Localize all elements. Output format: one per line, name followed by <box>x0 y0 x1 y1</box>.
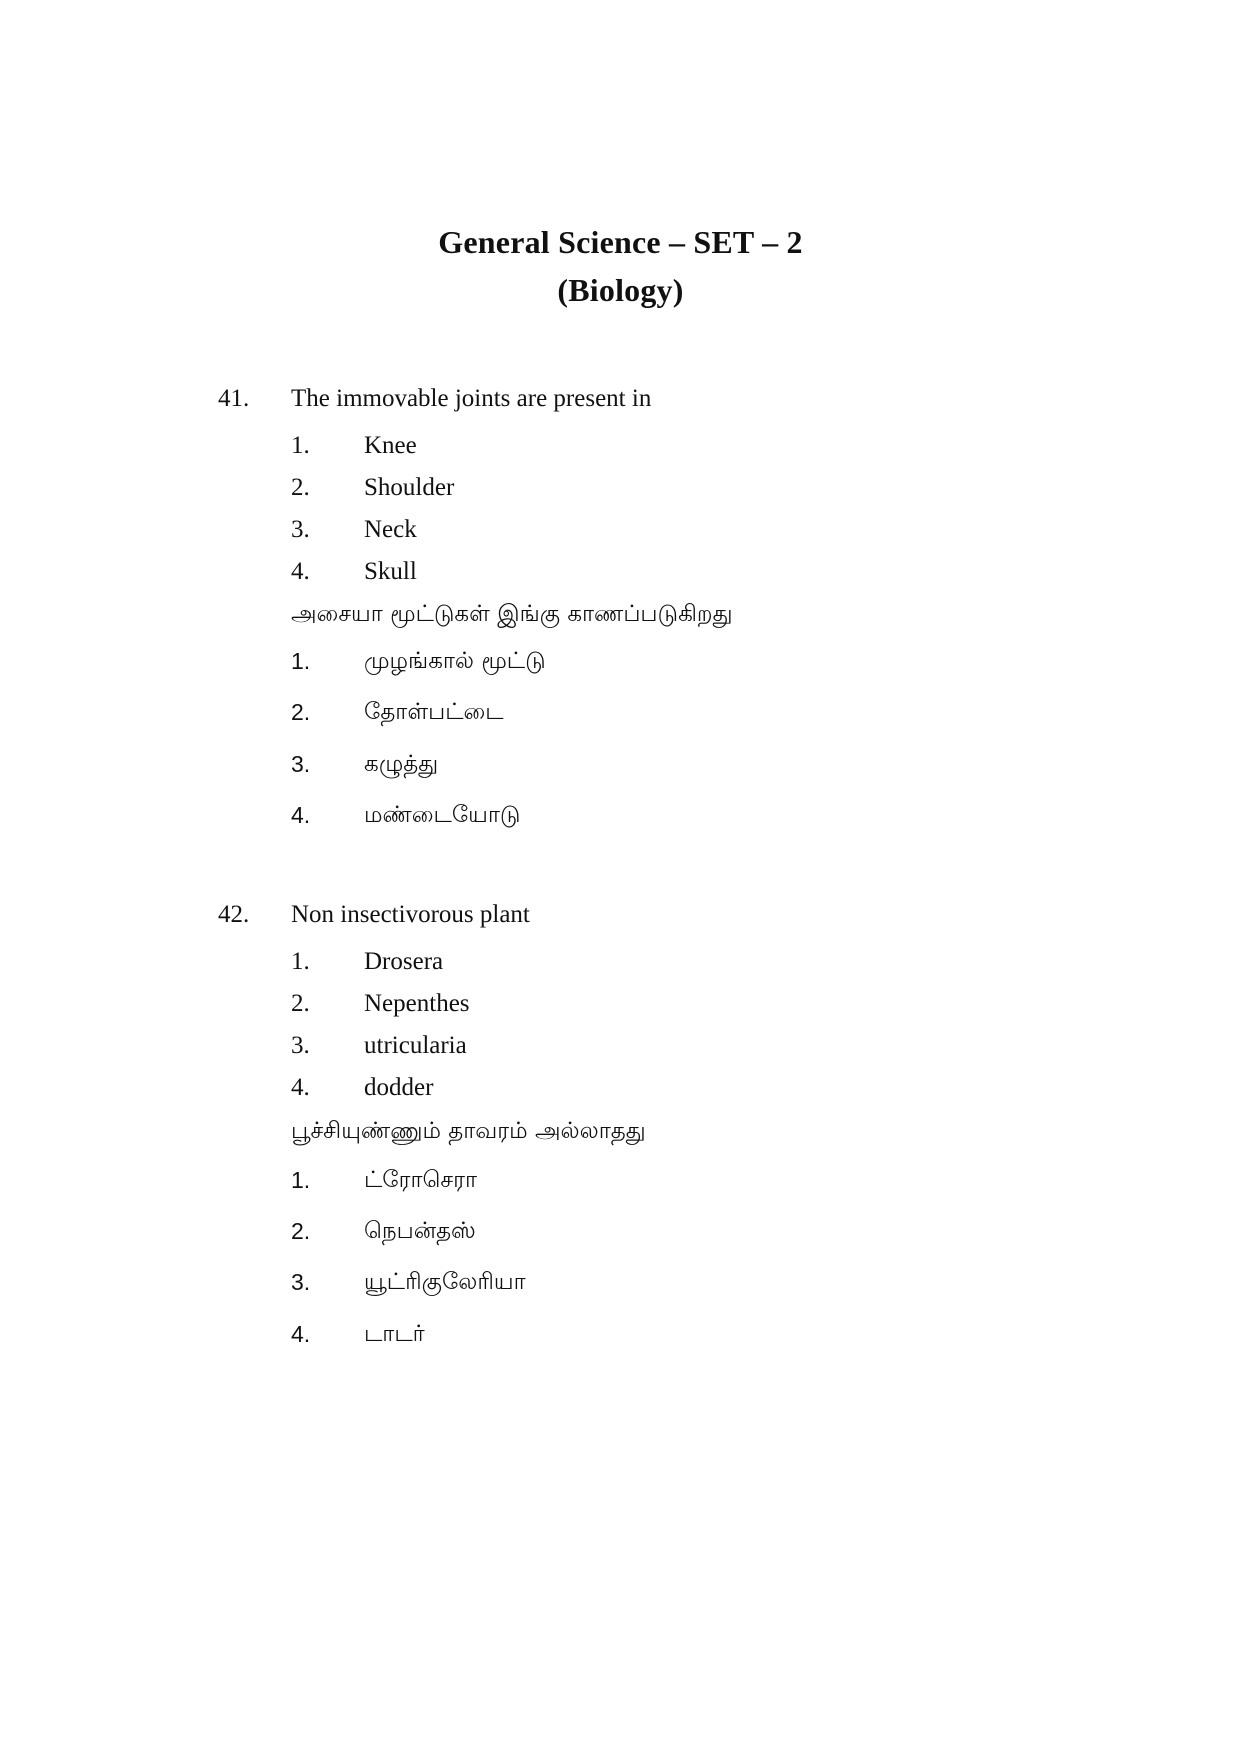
question-number: 41. <box>218 385 250 412</box>
question-number: 42. <box>218 901 250 928</box>
option-number: 2. <box>291 474 310 501</box>
page-subtitle: (Biology) <box>557 272 684 308</box>
option-text: யூட்ரிகுலேரியா <box>364 1269 526 1295</box>
option-tamil <box>0 645 1241 679</box>
option-tamil <box>0 1164 1241 1198</box>
option-number: 1. <box>291 948 310 975</box>
page-title: General Science – SET – 2 <box>438 224 803 260</box>
option-text: Knee <box>364 432 417 459</box>
option-number: 2. <box>291 1218 311 1244</box>
option-english <box>0 430 1241 464</box>
option-tamil <box>0 748 1241 782</box>
option-number: 3. <box>291 1269 311 1295</box>
option-text: utricularia <box>364 1032 467 1059</box>
option-number: 4. <box>291 1321 311 1347</box>
option-number: 1. <box>291 432 310 459</box>
option-number: 3. <box>291 516 310 543</box>
option-number: 4. <box>291 802 311 828</box>
option-text: கழுத்து <box>364 751 439 777</box>
option-tamil <box>0 1266 1241 1300</box>
option-english <box>0 1072 1241 1106</box>
option-english <box>0 988 1241 1022</box>
option-english <box>0 472 1241 506</box>
option-number: 1. <box>291 1167 311 1193</box>
option-text: Neck <box>364 516 417 543</box>
question-text-tamil: பூச்சியுண்ணும் தாவரம் அல்லாதது <box>291 1118 646 1144</box>
option-text: முழங்கால் மூட்டு <box>364 648 546 674</box>
option-text: Skull <box>364 558 417 585</box>
option-number: 4. <box>291 1074 310 1101</box>
option-text: டாடர் <box>364 1321 425 1347</box>
option-tamil <box>0 799 1241 833</box>
option-text: Shoulder <box>364 474 455 501</box>
option-number: 3. <box>291 751 311 777</box>
option-english <box>0 946 1241 980</box>
option-english <box>0 556 1241 590</box>
option-number: 4. <box>291 558 310 585</box>
option-text: நெபன்தஸ் <box>364 1218 476 1244</box>
option-number: 1. <box>291 648 311 674</box>
question-text-english: Non insectivorous plant <box>291 901 530 928</box>
option-tamil <box>0 1318 1241 1352</box>
option-number: 2. <box>291 699 311 725</box>
option-text: Drosera <box>364 948 444 975</box>
option-text: Nepenthes <box>364 990 470 1017</box>
option-number: 3. <box>291 1032 310 1059</box>
option-tamil <box>0 696 1241 730</box>
option-text: dodder <box>364 1074 434 1101</box>
option-text: தோள்பட்டை <box>364 699 504 725</box>
question-text-english: The immovable joints are present in <box>291 385 652 412</box>
option-english <box>0 1030 1241 1064</box>
option-english <box>0 514 1241 548</box>
option-text: மண்டையோடு <box>364 802 521 828</box>
question-text-tamil: அசையா மூட்டுகள் இங்கு காணப்படுகிறது <box>291 601 733 627</box>
option-text: ட்ரோசெரா <box>364 1167 478 1193</box>
option-tamil <box>0 1215 1241 1249</box>
option-number: 2. <box>291 990 310 1017</box>
